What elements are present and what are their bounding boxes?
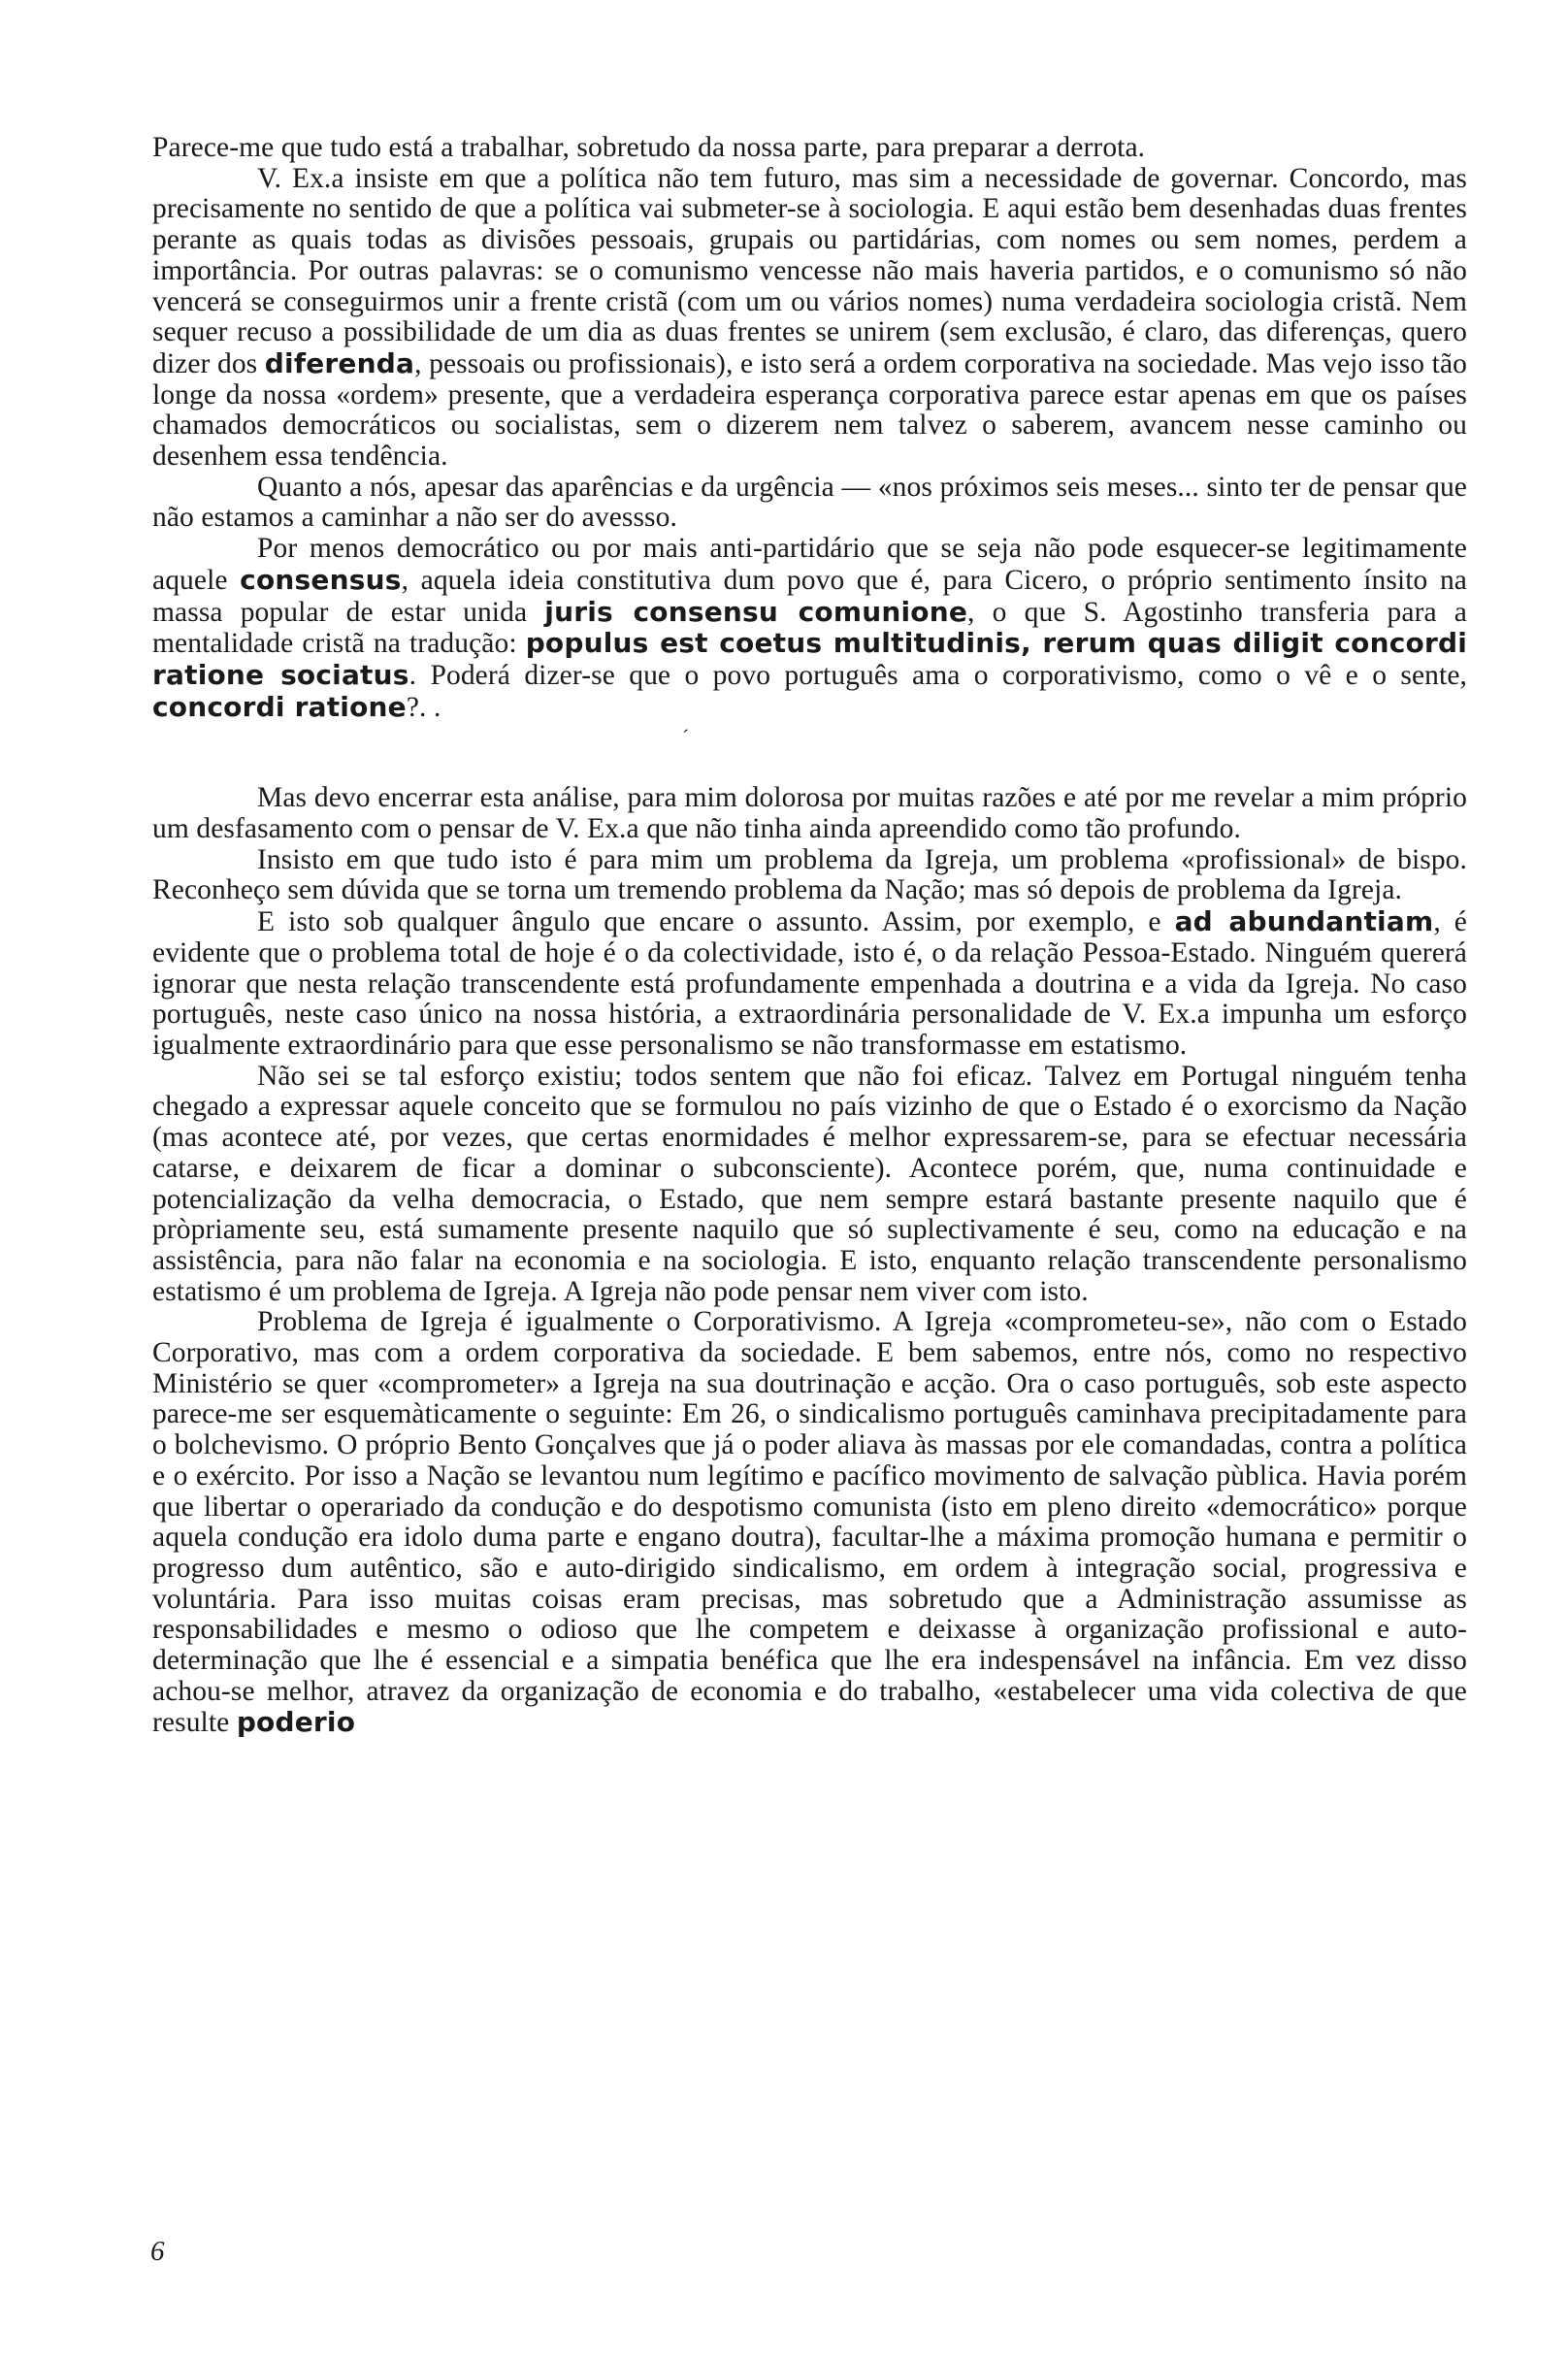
emphasis-text: diferenda — [264, 346, 415, 379]
document-page — [152, 133, 1467, 1739]
body-paragraph — [152, 473, 1467, 534]
text-run: Mas devo encerrar esta análise, para mim dolorosa por muitas razões e até por me revelar a mim próprio um desfasamento com o pensar de V. Ex.a que não tinha ainda apreendido como tão profundo. — [152, 782, 1467, 845]
emphasis-text: concordi ratione — [152, 690, 407, 723]
body-paragraph — [152, 164, 1467, 473]
text-run: Por menos democrático ou por mais anti-partidário que se seja não pode esquecer-se legitimamente aquele — [152, 533, 1467, 596]
text-run: V. Ex.a insiste em que a política não tem futuro, mas sim a necessidade de governar. Concordo, mas precisamente no sentido de que a política vai submeter-se à sociologia. E aqui estão bem desenhadas duas frentes perante as quais todas as divisões pessoais, grupais ou partidárias, com nomes ou sem nomes, perdem a importância. Por outras palavras: se o comunismo vencesse não mais haveria partidos, e o comunismo só não vencerá se conseguirmos unir a frente cristã (com um ou vários nomes) numa verdadeira sociologia cristã. Nem sequer recuso a possibilidade de um dia as duas frentes se unirem (sem exclusão, é claro, das diferenças, quero dizer dos — [152, 162, 1467, 379]
page-number: 6 — [150, 2236, 165, 2267]
text-run: , é evidente que o problema total de hoje é o da colectividade, isto é, o da relação Pessoa-Estado. Ninguém quererá ignorar que nesta relação transcendente está profundamente empenhada a doutrina e a vida da Igreja. No caso português, neste caso único na nossa história, a extraordinária personalidade de V. Ex.a impunha um esforço igualmente extraordinário para que esse personalismo se não transformasse em estatismo. — [152, 906, 1467, 1061]
text-run: Insisto em que tudo isto é para mim um problema da Igreja, um problema «profissional» de bispo. Reconheço sem dúvida que se torna um tremendo problema da Nação; mas só depois de problema da Igreja. — [152, 843, 1467, 906]
emphasis-text: poderio — [236, 1706, 356, 1739]
text-run: . Poderá dizer-se que o povo português ama o corporativismo, como o vê e o sente, — [408, 659, 1467, 691]
body-paragraph — [152, 133, 1467, 164]
emphasis-text: juris consensu comunione — [544, 595, 968, 628]
body-paragraph — [152, 1062, 1467, 1308]
text-run: , pessoais ou profissionais), e isto será a ordem corporativa na sociedade. Mas vejo isso tão longe da nossa «ordem» presente, que a verdadeira esperança corporativa parece estar apenas em que os países chamados democráticos ou socialistas, sem o dizerem nem talvez o saberem, avancem nesse caminho ou desenhem essa tendência. — [152, 347, 1467, 473]
text-run: , aquela ideia constitutiva dum povo que é, para Cicero, o próprio sentimento ínsito na massa popular de estar unida — [152, 564, 1467, 628]
text-run: Problema de Igreja é igualmente o Corporativismo. A Igreja «comprometeu-se», não com o Estado Corporativo, mas com a ordem corporativa da sociedade. E bem sabemos, entre nós, como no respectivo Ministério se quer «comprometer» a Igreja na sua doutrinação e acção. Ora o caso português, sob este aspecto parece-me ser esquemàticamente o seguinte: Em 26, o sindicalismo português caminhava precipitadamente para o bolchevismo. O próprio Bento Gonçalves que já o poder aliava às massas por ele comandadas, contra a política e o exército. Por isso a Nação se levantou num legítimo e pacífico movimento de salvação pùblica. Havia porém que libertar o operariado da condução e do despotismo comunista (isto em pleno direito «democrático» porque aquela condução era idolo duma parte e engano doutra), facultar-lhe a máxima promoção humana e permitir o progresso dum autêntico, são e auto-dirigido sindicalismo, em ordem à integração social, progressiva e voluntária. Para isso muitas coisas eram precisas, mas sobretudo que a Administração assumisse as responsabilidades e mesmo o odioso que lhe competem e deixasse à organização profissional e auto-determinação que lhe é essencial e a simpatia benéfica que lhe era indespensável na infância. Em vez disso achou-se melhor, atravez da organização de economia e do trabalho, «estabelecer uma vida colectiva de que resulte — [152, 1306, 1467, 1739]
text-run: ?. . — [406, 691, 441, 723]
section-gap — [152, 723, 1467, 783]
body-paragraph — [152, 1307, 1467, 1739]
body-paragraph — [152, 534, 1467, 723]
body-paragraph — [152, 783, 1467, 844]
body-paragraph — [152, 845, 1467, 906]
text-run: Não sei se tal esforço existiu; todos sentem que não foi eficaz. Talvez em Portugal ninguém tenha chegado a expressar aquele conceito que se formulou no país vizinho de que o Estado é o exorcismo da Nação (mas acontece até, por vezes, que certas enormidades é melhor expressarem-se, para se efectuar necessária catarse, e deixarem de ficar a dominar o subconsciente). Acontece porém, que, numa continuidade e potencialização da velha democracia, o Estado, que nem sempre estará bastante presente naquilo que é pròpriamente seu, está sumamente presente naquilo que só suplectivamente é seu, como na educação e na assistência, para não falar na economia e na sociologia. E isto, enquanto relação transcendente personalismo estatismo é um problema de Igreja. A Igreja não pode pensar nem viver com isto. — [152, 1060, 1467, 1307]
emphasis-text: consensus — [240, 563, 402, 596]
emphasis-text: populus est coetus multitudinis, rerum quas diligit concordi ratione sociatus — [152, 627, 1467, 691]
body-paragraph — [152, 906, 1467, 1062]
stray-mark: ˊ — [682, 725, 690, 750]
text-run: Quanto a nós, apesar das aparências e da urgência — «nos próximos seis meses... sinto ter de pensar que não estamos a caminhar a não ser do avessso. — [152, 471, 1467, 534]
text-run: Parece-me que tudo está a trabalhar, sobretudo da nossa parte, para preparar a derrota. — [152, 132, 1146, 163]
text-run: E isto sob qualquer ângulo que encare o assunto. Assim, por exemplo, e — [257, 906, 1175, 938]
emphasis-text: ad abundantiam — [1174, 905, 1434, 938]
text-run: , o que S. Agostinho transferia para a mentalidade cristã na tradução: — [152, 596, 1467, 660]
